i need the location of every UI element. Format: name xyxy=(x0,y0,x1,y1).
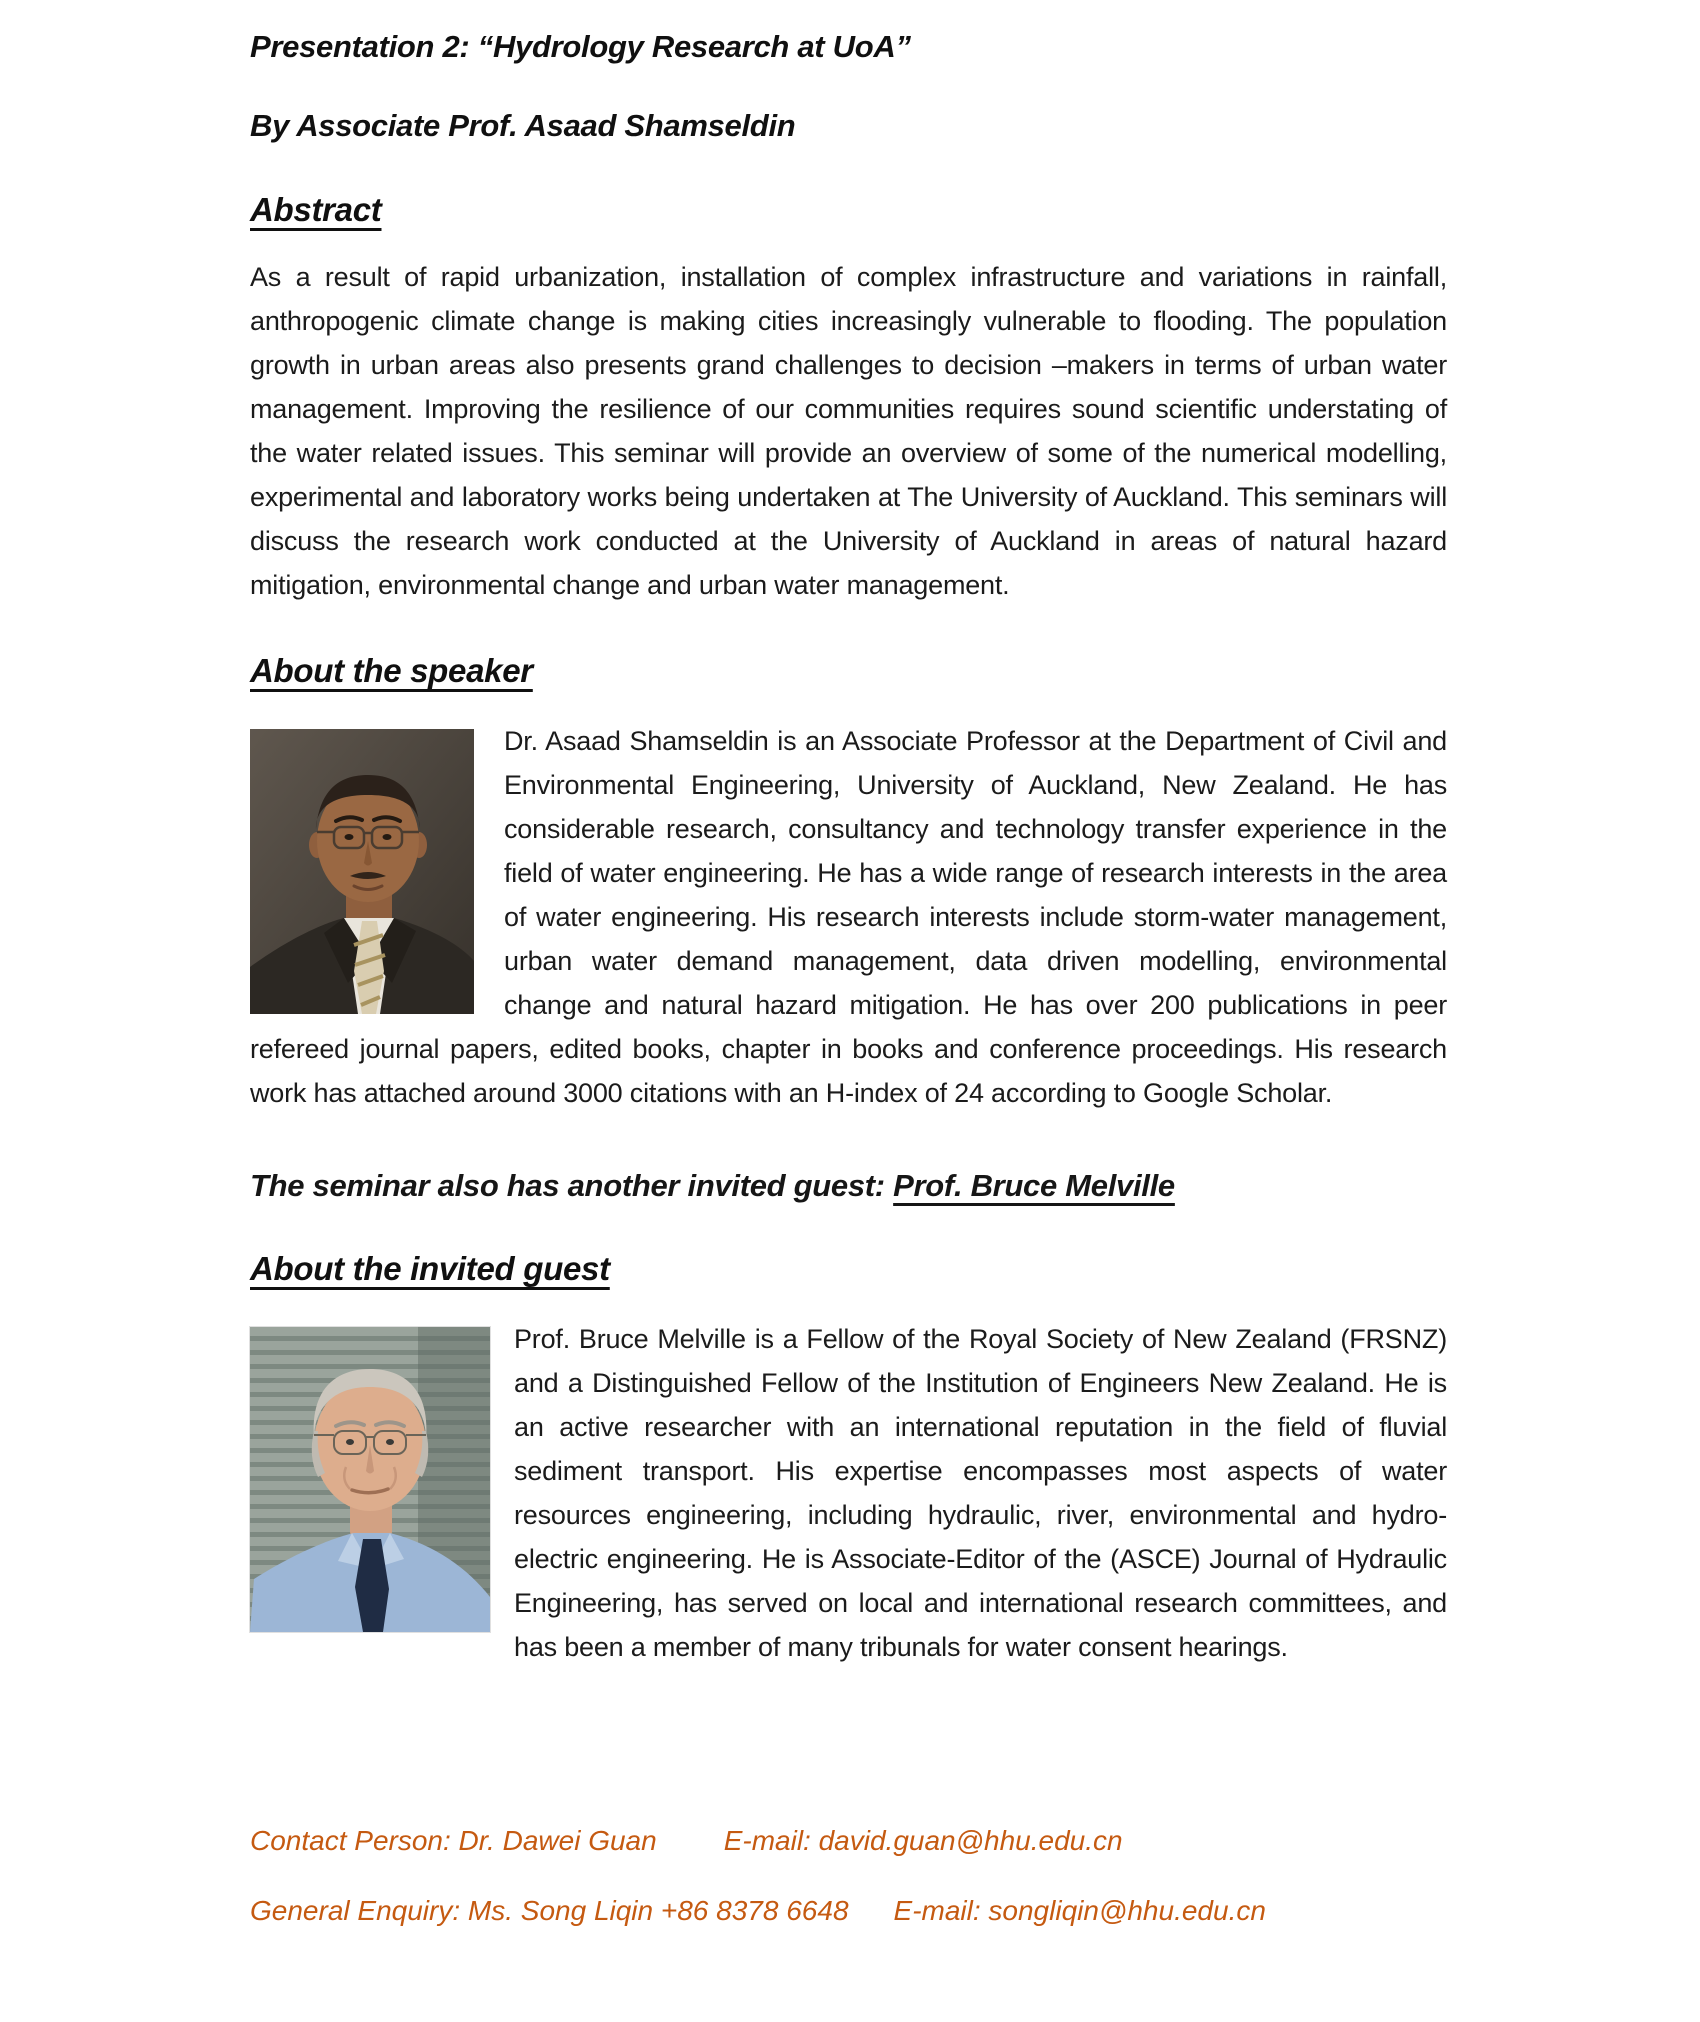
guest-heading: About the invited guest xyxy=(250,1250,610,1288)
presentation-title: Presentation 2: “Hydrology Research at UoA” xyxy=(250,29,911,64)
guest-bio-text: Prof. Bruce Melville is a Fellow of the Royal Society of New Zealand (FRSNZ) and a Distinguished Fellow of the Institution of Engineers New Zealand. He is an active researcher with an international reputation in the field of fluvial sediment transport. His expertise encompasses most aspects of water resources engineering, including hydraulic, river, environmental and hydro-electric engineering. He is Associate-Editor of the (ASCE) Journal of Hydraulic Engineering, has served on local and international research committees, and has been a member of many tribunals for water consent hearings. xyxy=(514,1324,1447,1663)
abstract-paragraph: As a result of rapid urbanization, installation of complex infrastructure and variations in rainfall, anthropogenic climate change is making cities increasingly vulnerable to flooding. The population growth in urban areas also presents grand challenges to decision –makers in terms of urban water management. Improving the resilience of our communities requires sound scientific understating of the water related issues. This seminar will provide an overview of some of the numerical modelling, experimental and laboratory works being undertaken at The University of Auckland. This seminars will discuss the research work conducted at the University of Auckland in areas of natural hazard mitigation, environmental change and urban water management. xyxy=(250,262,1447,601)
speaker-heading: About the speaker xyxy=(250,652,533,690)
abstract-heading: Abstract xyxy=(250,190,382,228)
guest-bio-block xyxy=(250,1317,1447,1669)
general-enquiry-label: General Enquiry: Ms. Song Liqin +86 8378 6648 xyxy=(250,1895,849,1927)
guest-bio-paragraph xyxy=(250,1317,1447,1669)
guest-intro-name: Prof. Bruce Melville xyxy=(893,1167,1175,1203)
speaker-portrait-illustration xyxy=(250,729,474,1014)
general-enquiry-line xyxy=(250,1889,1447,1933)
speaker-bio-text: Dr. Asaad Shamseldin is an Associate Professor at the Department of Civil and Environmental Engineering, University of Auckland, New Zealand. He has considerable research, consultancy and technology transfer experience in the field of water engineering. He has a wide range of research interests in the area of water engineering. His research interests include storm-water management, urban water demand management, data driven modelling, environmental change and natural hazard mitigation. He has over 200 publications in peer refereed journal papers, edited books, chapter in books and conference proceedings. His research work has attached around 3000 citations with an H-index of 24 according to Google Scholar. xyxy=(250,725,1447,1108)
contact-person-line xyxy=(250,1819,1447,1863)
general-enquiry-email: E-mail: songliqin@hhu.edu.cn xyxy=(893,1895,1266,1927)
presentation-byline: By Associate Prof. Asaad Shamseldin xyxy=(250,107,796,143)
speaker-bio-paragraph xyxy=(250,719,1447,1115)
guest-portrait-illustration xyxy=(250,1327,490,1632)
guest-intro-prefix: The seminar also has another invited guest: xyxy=(250,1167,894,1203)
contact-person-label: Contact Person: Dr. Dawei Guan xyxy=(250,1825,657,1857)
guest-intro-line xyxy=(250,1167,1447,1206)
contact-section xyxy=(250,1819,1447,1933)
speaker-photo xyxy=(250,729,474,1014)
guest-photo xyxy=(250,1327,490,1632)
contact-person-email: E-mail: david.guan@hhu.edu.cn xyxy=(723,1825,1123,1857)
speaker-bio-block xyxy=(250,719,1447,1115)
